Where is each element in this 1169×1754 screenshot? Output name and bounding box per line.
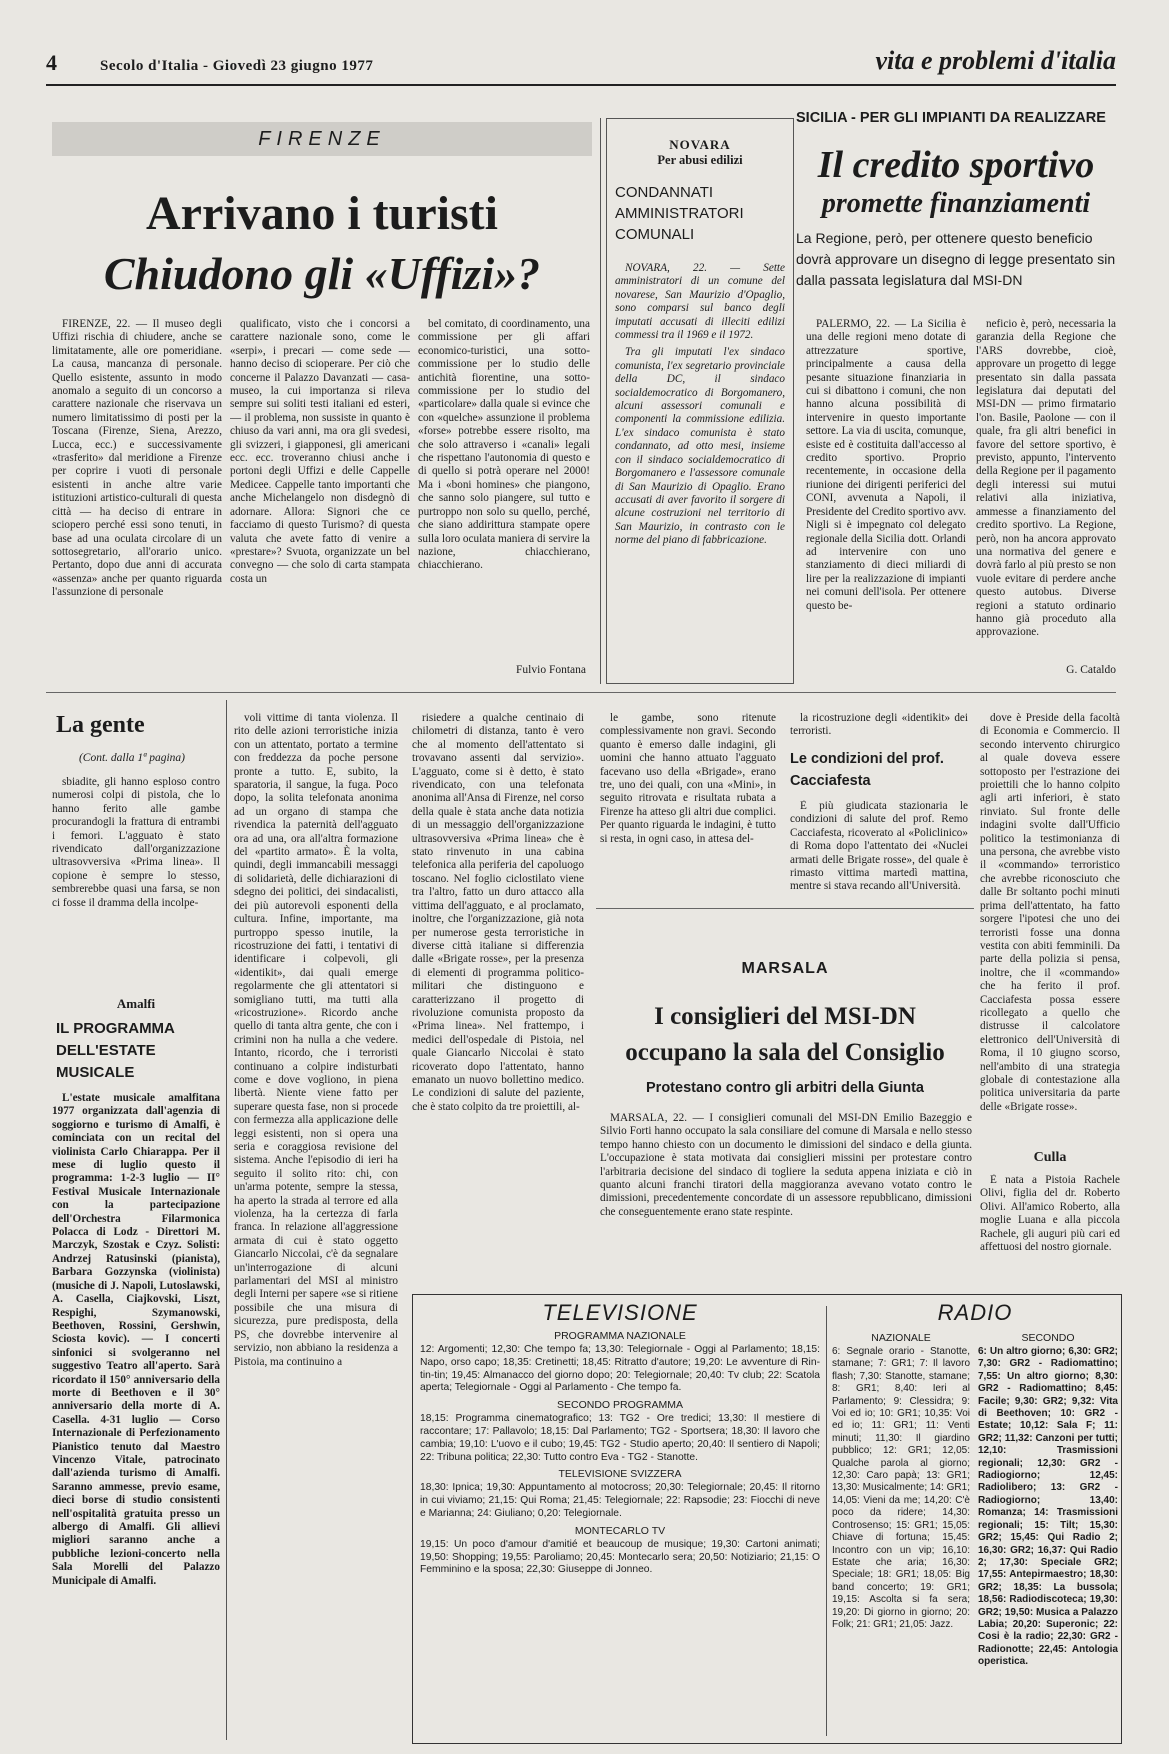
firenze-col-1-text: FIRENZE, 22. — Il museo degli Uffizi rischia di chiudere, anche se limitatamente, alle ore pomeridiane. La causa, mancanza di personale. Quello esistente, assunto in modo anomalo a seguito di un concorso a carattere nazionale che riservava un numero limitatissimo di posti per la Toscana (Firenze, Siena, Arezzo, Lucca, ecc.) e successivamente «trasferito» dal meridione a Firenze per coprire i vuoti di personale esistenti in anche altre varie istituzioni artistico-culturali di questa città — ha deciso di entrare in sciopero perché essi sono tenuti, in base ad una oculata circolare di un sottosegretario, all'orario unico. Pertanto, dopo due anni di accurata «assenza» anche per quanto riguarda l'assunzione di personale — [52, 318, 222, 599]
firenze-signature: Fulvio Fontana — [516, 664, 586, 676]
culla-col — [980, 1174, 1120, 1258]
radio-col-1-title: NAZIONALE — [871, 1332, 931, 1344]
column-rule — [826, 1306, 827, 1736]
cacciafesta-col-2 — [980, 712, 1120, 1136]
sicilia-col-2-text: neficio è, però, necessaria la garanzia della Regione che l'ARS dovrebbe, cioè, approvare un progetto di legge presentato sin dalla passata legislatura dai deputati del MSI-DN — primo firmatario l'on. Basile, Paolone — con il quale, fra gli altri benefici in favore del settore sportivo, è previsto, appunto, l'intervento della Regione per il pagamento degli interessi sui mutui relativi alla iniziativa, ammesse a finanziamento del credito sportivo. La Regione, però, non ha ancora approvato una normativa del genere e dovrà farlo al più presto se non vuole evitare di perdere anche questo autobus. Diverse regioni a statuto ordinario hanno già proceduto alla approvazione. — [976, 318, 1116, 639]
culla-text: È nata a Pistoia Rachele Olivi, figlia del dr. Roberto Olivi. All'amico Roberto, alla moglie Luana e alla piccola Rachele, gli auguri più cari ed affettuosi del nostro giornale. — [980, 1174, 1120, 1254]
la-gente-col-3-text: risiedere a qualche centinaio di chilometri di distanza, tanto è vero che al momento dell'attentato si trovavano assenti dal servizio». L'agguato, come si è detto, è stato rivendicato, con una telefonata anonima all'Ansa di Firenze, nel corso della quale è stata anche data notizia di un messaggio dell'organizzazione ultrasovversiva «Prima linea» che è stato rinvenuto in una cabina telefonica alla periferia del capoluogo toscano. Nel foglio ciclostilato viene tra l'altro, fatto un duro attacco alla vittima dell'agguato, e al proclamato, inoltre, che l'organizzazione, già nota per numerose gesta terroristiche in diverse città italiane si differenzia dalle «Brigate rosse», per la presenza di elementi di programma politico-militari che distinguono e caratterizzano il progetto di rivoluzione comunista proposto da «Prima linea». Nel frattempo, i medici dell'ospedale di Pistoia, nel quale Giancarlo Niccolai è stato ricoverato dopo l'attentato, hanno emanato un nuovo bollettino medico. Le condizioni di salute del paziente, che è stato colpito da tre proiettili, al- — [412, 712, 584, 1113]
sicilia-summary: La Regione, però, per ottenere questo beneficio dovrà approvare un disegno di legge presentato sin dalla passata legislatura dal MSI-DN — [796, 230, 1116, 288]
marsala-body — [600, 1112, 972, 1262]
firenze-band: FIRENZE — [52, 122, 592, 156]
novara-text: Tra gli imputati l'ex sindaco comunista, l'ex segretario provinciale della DC, il sindaco socialdemocratico di Borgomanero, alcuni assessori comunali e componenti la commissione edilizia. L'ex sindaco comunista è stato condannato, ad otto mesi, insieme con il sindaco socialdemocratico di Borgomanero e l'assessore comunale di San Maurizio di Opaglio. Erano accusati di aver favorito il sorgere di alcune costruzioni nel territorio di San Maurizio, in contrasto con le norme del piano di fabbricazione. — [615, 346, 785, 547]
radio-col-2-title: SECONDO — [1021, 1332, 1075, 1344]
tv-p4-text: 19,15: Un poco d'amour d'amitié et beaucoup de musique; 19,30: Cartoni animati; 19,50: Shopping; 19,55: Paroliamo; 20,45: Montecarlo sera; 20,50: Notiziario; 21,15: O Femminino e la sposa; 22,30: Giuseppe di Jonneo. — [420, 1538, 820, 1576]
tv-p2-title: SECONDO PROGRAMMA — [556, 1399, 683, 1412]
tv-p1-text: 12: Argomenti; 12,30: Che tempo fa; 13,30: Telegiornale - Oggi al Parlamento; 18,15: Napo, orso capo; 18,35: Cretinetti; 18,45: Ritratto d'autore; 19,20: Le avventure di Rin-tin-tin; 19,45: Almanacco del giorno dopo; 20: Telegiornale; 20,40: Tv club; 22: Scatola aperta; Telegiornale - Oggi al Parlamento - Che tempo fa. — [420, 1344, 820, 1394]
sicilia-headline-1: Il credito sportivo — [817, 144, 1095, 186]
section-rule — [46, 692, 1116, 693]
la-gente-headline: La gente — [56, 712, 145, 738]
tv-p3-title: TELEVISIONE SVIZZERA — [558, 1468, 682, 1481]
column-rule — [600, 118, 601, 684]
la-gente-col-4-text: le gambe, sono ritenute complessivamente non gravi. Secondo quanto è emerso dalle indagini, gli uomini che hanno attuato l'agguato facevano uso della «Brigade», erano tre, uno dei quali, con una «Mini», in seguito ritrovata e risultata rubata a Firenze ha atteso gli altri due complici. Per quanto riguarda le indagini, è tutto si resta, in ogni caso, in attesa del- — [600, 712, 776, 845]
sicilia-headline-2: promette finanziamenti — [821, 188, 1091, 219]
radio-heading: RADIO — [937, 1300, 1013, 1325]
culla-headline: Culla — [1033, 1150, 1067, 1165]
marsala-text: MARSALA, 22. — I consiglieri comunali del MSI-DN Emilio Bazeggio e Silvio Forti hanno occupato la sala consiliare del comune di Marsala e nello stesso tempo hanno chiesto con un documento le dimissioni del sindaco e della giunta. L'occupazione è stata motivata dai consiglieri missini per protestare contro l'arbitraria decisione del sindaco di togliere la seduta appena iniziata e ciò in quanto alcuni franchi tiratori della maggioranza avevano votato contro le dimissioni, precedentemente concordate di un assessore repubblicano, dimissioni che conseguentemente erano state respinte. — [600, 1112, 972, 1218]
section-rubric: vita e problemi d'italia — [875, 46, 1116, 75]
firenze-headline-2: Chiudono gli «Uffizi»? — [103, 248, 541, 299]
sicilia-col-1-text: PALERMO, 22. — La Sicilia è una delle regioni meno dotate di attrezzature sportive, principalmente a causa della pesante situazione finanziaria in cui si dibattono i comuni, che non hanno alcuna possibilità di intervenire in questo importante settore. La via di uscita, comunque, esiste ed è costituita dall'accesso al credito sportivo. Proprio recentemente, in occasione della riunione dei dirigenti periferici del CONI, avvenuta a Napoli, il Presidente del Credito sportivo avv. Nigli si è impegnato col delegato regionale della Sicilia dott. Orlandi ad intervenire con uno stanziamento di dieci miliardi di lire per la realizzazione di impianti nei comuni dell'isola. Per ottenere questo be- — [806, 318, 966, 612]
masthead-rule — [46, 84, 1116, 86]
la-gente-col-2-text: voli vittime di tanta violenza. Il rito delle azioni terroristiche inizia con un attentato, portato a termine con freddezza da poche persone pronte a tutto. E, subito, la sparatoria, il sangue, la fuga. Poco dopo, la solita telefonata anonima ad un organo di stampa che rivendica la paternità dell'agguato ora ad una, ora all'altra formazione del «partito armato». È la volta, quindi, degli immancabili messaggi di solidarietà, delle dichiarazioni di sdegno dei politici, dei sindacalisti, dei più autorevoli esponenti della cultura. Infine, importante, ma purtroppo spesso inutile, la ricostruzione dei fatti, i tentativi di identificare i colpevoli, gli «identikit», dai quali emerge regolarmente che gli attentatori si somigliano tutti, ma tutti alla «ricostruzione». Ricordo anche quello di tanta altra gente, che con i crimini non ha nulla a che vedere. Intanto, ricordo, che i terroristi continuano a colpire indisturbati come e dove vogliono, in piena libertà. Niente viene fatto per superare questa fase, non si procede con fermezza alla applicazione delle leggi esistenti, non si opera una seria e coraggiosa revisione del sistema. Anche l'episodio di ieri ha seguito il solito rito: chi, con un'arma potente, sempre la stessa, ha aperto la strada al terrore ed alla violenza, ha la certezza di farla franca. In relazione all'aggressione armata di cui è stato oggetto Giancarlo Niccolai, c'è da segnalare un'interrogazione di alcuni parlamentari del MSI al ministro degli Interni per sapere «se si ritiene possibile che una misura di sicurezza, pure predisposta, della PS, che dovrebbe intervenire al servizio, non abbiano la residenza a Pistoia, ma continuino a — [234, 712, 398, 1368]
radio-col-1 — [832, 1332, 970, 1740]
la-gente-continued: (Cont. dalla 1ª pagina) — [78, 752, 186, 764]
tv-p2-text: 18,15: Programma cinematografico; 13: TG2 - Ore tredici; 13,30: Il mestiere di raccontare; 17: Pallavolo; 18,15: Dal Parlamento; TG2 - Sportsera; 18,30: Il lavoro che cambia; 19,10: L'uovo e il cubo; 19,45: TG2 - Studio aperto; 20,40: Il sentiero di Napoli; 22: Tribuna politica; 22,30: Tutto contro Eva - TG2 - Stanotte. — [420, 1413, 820, 1463]
tv-listings — [420, 1300, 820, 1740]
sicilia-col-2 — [976, 318, 1116, 662]
marsala-kicker: MARSALA — [741, 960, 829, 977]
cacciafesta-headline: Le condizioni del prof. Cacciafesta — [790, 751, 944, 789]
tv-p3-text: 18,30: Ipnica; 19,30: Appuntamento al motocross; 20,30: Telegiornale; 20,45: Il ritorno in cui viviamo; 21,15: Qui Roma; 21,45: Telegiornale; 22: Rapsodie; 23: Fiocchi di neve e Marianna; 24: Giuliano; 0,20: Telegiornale. — [420, 1482, 820, 1519]
sicilia-col-1 — [806, 318, 966, 688]
la-gente-col-5-text: la ricostruzione degli «identikit» dei terroristi. — [790, 712, 968, 738]
la-gente-col-4 — [600, 712, 776, 890]
novara-box — [606, 118, 794, 684]
cacciafesta-col-2-text: dove è Preside della facoltà di Economia e Commercio. Il secondo intervento chirurgico al quale doveva essere sottoposto per l'estrazione dei proiettili che lo hanno colpito agli arti inferiori, è stato rinviato. Sul fronte delle indagini svolte dall'Ufficio politico la testimonianza di una persona, che avrebbe visto il «commando» terroristico che avrebbe riconosciuto che dalle Br soltanto pochi minuti prima dell'attentato, ha fatto sorgere l'ipotesi che uno dei terroristi fosse una donna vestita con abiti femminili. Da parte della polizia si pensa, inoltre, che il «commando» che ha ferito il prof. Cacciafesta possa essere ricollegato a quello che distrusse il calcolatore elettronico dell'Università di Roma, il 10 giugno scorso, nell'ambito di una strategia globale di contestazione alla politica universitaria da parte delle «Brigate rosse». — [980, 712, 1120, 1113]
radio-col-1-text: 6: Segnale orario - Stanotte, stamane; 7: GR1; 7: Il lavoro flash; 7,30: Stanotte, stamane; 8: GR1; 8,40: Ieri al Parlamento; 9: Clessidra; 9: Voi ed io; 10: GR1; 10,35: Voi ed io; 11: GR1; 11: Venti minuti; 11,30: Il giardino pubblico; 12: GR1; 12,05: Qualche parola al giorno; 12,30: Caro papà; 13: GR1; 13,30: Musicalmente; 14: GR1; 14,05: Vieni da me; 14,20: C'è poco da ridere; 14,30: Controsenso; 15: GR1; 15,05: Chiave di fortuna; 15,45: Incontro con un vip; 16,10: Estate che aria; 16,30: Speciale; 18: GR1; 18,05: Big band concerto; 19: GR1; 19,15: Ascolta si fa sera; 19,20: Di giorno in giorno; 20: Folk; 21: GR1; 21,05: Jazz. — [832, 1346, 970, 1630]
amalfi-text: L'estate musicale amalfitana 1977 organizzata dall'agenzia di soggiorno e turismo di Amalfi, è cominciata con un recital del violinista Carlo Chiarappa. Per il mese di luglio questo il programma: 1-2-3 luglio — II° Festival Musicale Internazionale con la partecipazione dell'Orchestra Filarmonica Polacca di Lodz - Direttori M. Marczyk, Szostak e Czyz. Solisti: Andrzej Ratusinski (pianista), Barbara Gozzynska (violinista) (musiche di J. Napoli, Lutoslawski, A. Casella, Ciajkovski, Liszt, Respighi, Szymanowski, Beethoven, Rossini, Gershwin, Sciosta kovic). — I concerti sinfonici si svolgeranno nel suggestivo Teatro all'aperto. Sarà ricordato il 150° anniversario della morte di Beethoven e il 30° anniversario della morte di A. Casella. 4-31 luglio — Corso Internazionale di Perfezionamento Pianistico tenuto dal Maestro Vincenzo Vitale, patrocinato dall'azienda turismo di Amalfi. Saranno ammesse, previo esame, dieci borse di studio consistenti nell'ospitalità gratuita presso un albergo di Amalfi. Gli allievi migliori saranno anche a pubbliche lezioni-concerto nella Sala Morelli del Palazzo Municipale di Amalfi. — [52, 1092, 220, 1587]
page-number: 4 — [46, 50, 57, 75]
amalfi-headline: IL PROGRAMMA DELL'ESTATE MUSICALE — [56, 1020, 175, 1081]
amalfi-text-column — [52, 1092, 220, 1732]
la-gente-col-3 — [412, 712, 584, 1272]
la-gente-col-5 — [790, 712, 968, 742]
cacciafesta-col-1-text: È più giudicata stazionaria le condizioni di salute del prof. Remo Cacciafesta, ricoverato al «Policlinico» di Roma dopo l'attentato dei «Nuclei armati delle Brigate rosse», del quale è rimasto vittima martedì mattina, mentre si stava recando all'Università. — [790, 800, 968, 893]
amalfi-kicker: Amalfi — [116, 996, 156, 1011]
radio-col-2-text: 6: Un altro giorno; 6,30: GR2; 7,30: GR2 - Radiomattino; 7,55: Un altro giorno; 8,30: GR2 - Radiomattino; 8,45: Facile; 9,30: GR2; 9,32: Vita di Beethoven; 10: GR2 - Estate; 10,12: Sala F; 11: GR2; 11,32: Canzoni per tutti; 12,10: Trasmissioni regionali; 12,30: GR2 - Radiogiorno; 12,45: Radiolibero; 13: GR2 - Radiogiorno; 13,40: Romanza; 14: Trasmissioni regionali; 15: Tilt; 15,30: GR2; 15,45: Qui Radio 2; 16,30: GR2; 16,37: Qui Radio 2; 17,30: Speciale GR2; 17,55: Antepirmaestro; 18,30: GR2; 18,35: La bussola; 18,56: Radiodiscoteca; 19,30: GR2; 19,50: Musica a Palazzo Labia; 20,20: Superonic; 22: Cosi è la radio; 22,30: GR2 - Radionotte; 22,45: Antologia operistica. — [978, 1346, 1118, 1668]
marsala-headline-2: occupano la sala del Consiglio — [625, 1039, 945, 1066]
novara-headline: CONDANNATI AMMINISTRATORI COMUNALI — [615, 184, 744, 243]
firenze-col-3-text: bel comitato, di coordinamento, una commissione per gli affari economico-turistici, una sotto-commissione per lo studio delle antichità fiorentine, una sotto-commissione per lo studio del «particolare» dalla quale si evince che con «quelche» assunzione il problema «forse» potrebbe essere risolto, ma che solo attraverso i «canali» legali che rispettano l'autonomia di questo e di quello si potrà operare nel 2000! Ma i «boni homines» che piangono, che sanno solo piangere, sul tutto e purtroppo non solo su quello, perché, che siano addirittura stampate opere sulla loro oculata maniera di servire la nazione, chiacchierano, chiacchierano. — [418, 318, 590, 572]
marsala-headline-1: I consiglieri del MSI-DN — [654, 1003, 916, 1030]
novara-subkicker: Per abusi edilizi — [657, 153, 743, 167]
novara-body — [615, 262, 785, 642]
la-gente-text: sbiadite, gli hanno esploso contro numerosi colpi di pistola, che lo hanno ferito alle gambe procurandogli la frattura di entrambi i femori. L'agguato è stato rivendicato dall'organizzazione ultrasovversiva «Prima linea». Il copione è sempre lo stesso, sembrerebbe quasi una farsa, se non ci fosse il dramma della incolpe- — [52, 776, 220, 909]
firenze-col-2 — [230, 318, 410, 678]
marsala-deck: Protestano contro gli arbitri della Giunta — [646, 1080, 924, 1096]
firenze-col-2-text: qualificato, visto che i concorsi a carattere nazionale sono, come le «serpi», i precari — come sede — hanno deciso di scioperare. Per ciò che concerne il Palazzo Davanzati — casa-museo, la cui importanza si rileva sempre sui soliti testi italiani ed esteri, — il problema, non sussiste in quanto è chiuso da vari anni, ma ora gli svedesi, gli svizzeri, i giapponesi, gli americani ecc. ecc. troveranno chiusi anche i portoni degli Uffizi e delle Cappelle Medicee. Cappelle tanto importanti che anche Michelangelo non disdegnò di adornare. Allora: Signori che ce facciamo di questo Turismo? di questa valuta che avete fatto di venire a «prestare»? Svuota, organizzate un bel convegno — che solo di carta stampata costa un — [230, 318, 410, 585]
paper-date: Secolo d'Italia - Giovedì 23 giugno 1977 — [100, 58, 374, 74]
firenze-col-3 — [418, 318, 590, 662]
la-gente-col-1 — [52, 776, 220, 980]
radio-col-2 — [978, 1332, 1118, 1740]
la-gente-col-2 — [234, 712, 398, 1742]
novara-lead: NOVARA, 22. — Sette amministratori di un comune del novarese, San Maurizio d'Opaglio, sono comparsi sul banco degli imputati accusati di illeciti edilizi commessi tra il 1969 e il 1972. — [615, 262, 785, 342]
tv-p1-title: PROGRAMMA NAZIONALE — [554, 1330, 686, 1342]
tv-p4-title: MONTECARLO TV — [574, 1524, 666, 1537]
novara-kicker: NOVARA — [669, 137, 731, 152]
column-rule — [226, 700, 227, 1740]
tv-heading: TELEVISIONE — [542, 1300, 698, 1325]
firenze-headline-1: Arrivano i turisti — [146, 187, 498, 240]
sicilia-signature: G. Cataldo — [1066, 664, 1116, 676]
sicilia-kicker: SICILIA - PER GLI IMPIANTI DA REALIZZARE — [796, 110, 1106, 126]
firenze-col-1 — [52, 318, 222, 678]
cacciafesta-col-1 — [790, 800, 968, 896]
section-rule — [596, 908, 974, 909]
